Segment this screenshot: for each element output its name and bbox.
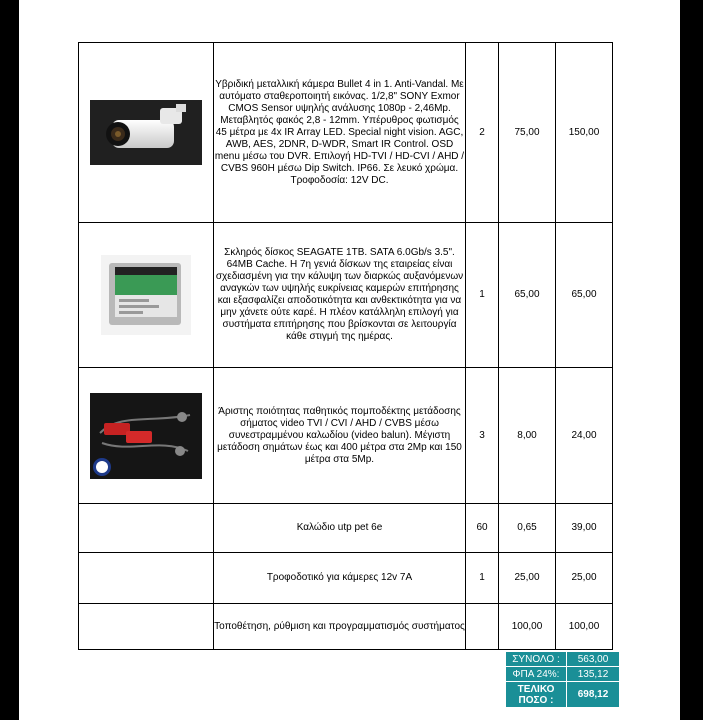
video-balun-image bbox=[90, 393, 202, 479]
item-unit-price: 0,65 bbox=[499, 504, 556, 553]
item-unit-price: 100,00 bbox=[499, 604, 556, 650]
totals-table bbox=[505, 651, 620, 708]
item-image-cell bbox=[79, 604, 214, 650]
item-description: Υβριδική μεταλλική κάμερα Bullet 4 in 1. Anti-Vandal. Με αυτόματο σταθεροποιητή εικόνας. 1/2,8" SONY Exmor CMOS Sensor υψηλής ανάλυσης 1080p - 2,46Mp. Μεταβλητός φακός 2,8 - 12mm. Υπέρυθρος φωτισμός 45 μέτρα με 4x IR Array LED. Special night vision. AGC, AWB, AES, 2DNR, D-WDR, Smart IR Control. OSD menu μέσω του DVR. Επιλογή HD-TVI / HD-CVI / AHD / CVBS 960H μέσω Dip Switch. IP66. Σε λευκό χρώμα. Τροφοδοσία: 12V DC. bbox=[214, 43, 466, 223]
item-total: 65,00 bbox=[556, 223, 613, 368]
final-row bbox=[506, 682, 620, 708]
item-image-cell bbox=[79, 368, 214, 504]
subtotal-label: ΣΥΝΟΛΟ : bbox=[506, 652, 567, 667]
quote-items-table bbox=[78, 42, 613, 650]
item-unit-price: 25,00 bbox=[499, 553, 556, 604]
item-unit-price: 65,00 bbox=[499, 223, 556, 368]
item-quantity: 2 bbox=[466, 43, 499, 223]
item-image-cell bbox=[79, 553, 214, 604]
subtotal-row bbox=[506, 652, 620, 667]
item-quantity: 3 bbox=[466, 368, 499, 504]
item-unit-price: 8,00 bbox=[499, 368, 556, 504]
item-image-cell bbox=[79, 504, 214, 553]
table-row bbox=[79, 368, 613, 504]
item-unit-price: 75,00 bbox=[499, 43, 556, 223]
table-row bbox=[79, 553, 613, 604]
final-total-value: 698,12 bbox=[567, 682, 620, 708]
table-row bbox=[79, 504, 613, 553]
item-image-cell bbox=[79, 43, 214, 223]
item-description: Τοποθέτηση, ρύθμιση και προγραμματισμός συστήματος bbox=[214, 604, 466, 650]
table-row bbox=[79, 43, 613, 223]
item-total: 25,00 bbox=[556, 553, 613, 604]
item-quantity: 60 bbox=[466, 504, 499, 553]
item-description: Τροφοδοτικό για κάμερες 12v 7A bbox=[214, 553, 466, 604]
item-description: Σκληρός δίσκος SEAGATE 1TB. SATA 6.0Gb/s 3.5". 64MB Cache. Η 7η γενιά δίσκων της εταιρείας είναι σχεδιασμένη για την κάλυψη των διαρκώς αυξανόμενων αναγκών των υψηλής ευκρίνειας καμερών επιτήρησης και εξασφαλίζει αποδοτικότητα και ανθεκτικότητα για να μην χάνετε ούτε καρέ. Η πλέον κατάλληλη επιλογή για συστήματα επιτήρησης που βρίσκονται σε λειτουργία κάθε στιγμή της ημέρας. bbox=[214, 223, 466, 368]
item-total: 39,00 bbox=[556, 504, 613, 553]
item-quantity bbox=[466, 604, 499, 650]
item-total: 24,00 bbox=[556, 368, 613, 504]
subtotal-value: 563,00 bbox=[567, 652, 620, 667]
vat-value: 135,12 bbox=[567, 667, 620, 682]
item-total: 100,00 bbox=[556, 604, 613, 650]
item-image-cell bbox=[79, 223, 214, 368]
table-row bbox=[79, 223, 613, 368]
table-row bbox=[79, 604, 613, 650]
vat-row bbox=[506, 667, 620, 682]
bullet-camera-image bbox=[90, 100, 202, 165]
item-description: Άριστης ποιότητας παθητικός πομποδέκτης μετάδοσης σήματος video TVI / CVI / AHD / CVBS μέσω συνεστραμμένου καλωδίου (video balun). Μέγιστη μετάδοση σημάτων έως και 400 μέτρα στα 2Mp και 150 μέτρα στα 5Mp. bbox=[214, 368, 466, 504]
hard-disk-image bbox=[101, 255, 191, 335]
final-total-label: ΤΕΛΙΚΟ ΠΟΣΟ : bbox=[506, 682, 567, 708]
vat-label: ΦΠΑ 24%: bbox=[506, 667, 567, 682]
item-quantity: 1 bbox=[466, 553, 499, 604]
item-total: 150,00 bbox=[556, 43, 613, 223]
document-page bbox=[19, 0, 680, 720]
item-quantity: 1 bbox=[466, 223, 499, 368]
item-description: Καλώδιο utp pet 6e bbox=[214, 504, 466, 553]
